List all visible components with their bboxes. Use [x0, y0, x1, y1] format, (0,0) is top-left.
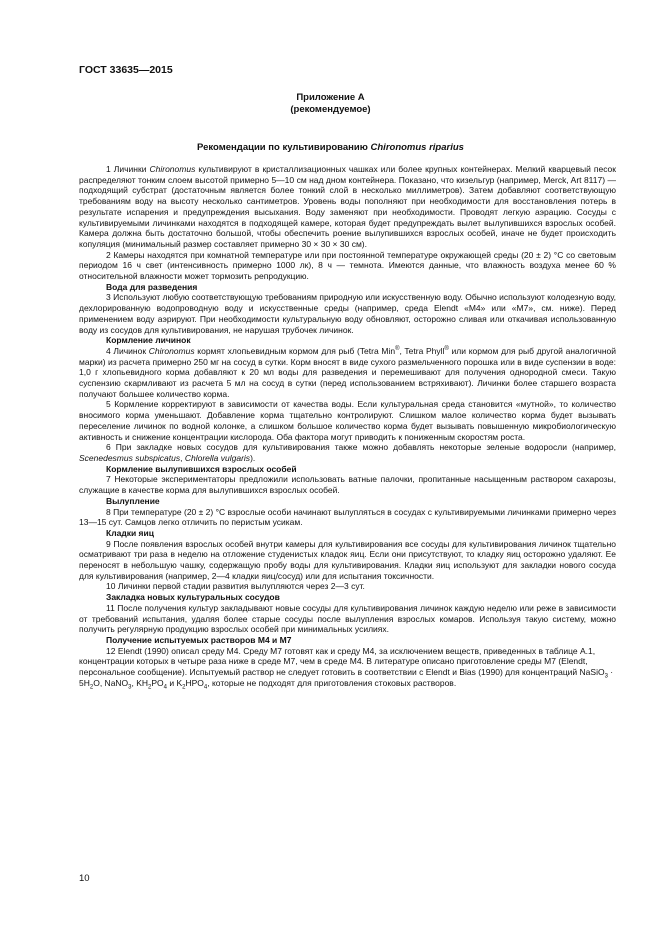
- text-run: и K: [167, 677, 183, 688]
- text-run: ®: [444, 346, 449, 353]
- section-heading: [79, 282, 616, 293]
- text-run: 12 Elendt (1990) описал среду М4. Среду М7 готовят как и среду М4, за исключением веществ, приведенных в таблице А.1, концентрации которых в четыре раза ниже в среде М7, чем в среде М4. В литературе описано приготовление среды М7 (Elendt, персональное сообщение). Испытуемый раствор не следует готовить в соответствии с Elendt и Bias (1990) для концентраций NaSiO: [79, 645, 605, 678]
- text-run: 2: [89, 684, 94, 691]
- text-run: 7 Некоторые экспериментаторы предложили использовать ватные палочки, пропитанные насыщенным раствором сахарозы, служащие в качестве корма для вылупившихся взрослых особей.: [79, 474, 616, 496]
- text-run: 3: [128, 684, 132, 691]
- paragraph: [79, 507, 616, 528]
- section-heading: [79, 496, 616, 507]
- text-run: ,: [180, 452, 185, 463]
- paragraph: [79, 646, 616, 689]
- text-run: 10 Личинки первой стадии развития вылупляются через 2—3 сут.: [106, 581, 365, 592]
- text-run: 3: [604, 673, 608, 680]
- appendix-heading: [0, 92, 661, 116]
- section-heading: [79, 464, 616, 475]
- text-run: 9 После появления взрослых особей внутри камеры для культивирования все сосуды для культивирования личинок тщательно осматривают три раза в неделю на отложение студенистых кладок яиц. Если они присутствуют, то кладку яиц осторожно удаляют. Ее переносят в небольшую чашку, содержащую пробу воды для культивирования. Кладки яиц используют для закладки нового сосуда для культивирования (например, 2—4 кладки яиц/сосуд) или для испытания токсичности.: [79, 538, 616, 581]
- appendix-status: (рекомендуемое): [290, 104, 371, 115]
- standard-code: ГОСТ 33635—2015: [79, 64, 173, 76]
- text-run: или кормом для рыб другой аналогичной марки) из расчета примерно 250 мг на сосуд в сутки. Корм вносят в виде сухого размельченного порошка или в виде суспензии в воде: 1,0 г хлопьевидного корма добавляют к 20 мл воды для разведения и перемешивают для получения однородной смеси. Такую суспензию скармливают из расчета 5 мл на сосуд в сутки (перед использованием встряхивают). Личинки более старшего возраста получают большее количество корма.: [79, 345, 616, 399]
- paragraph: [79, 346, 616, 400]
- document-title: [0, 142, 661, 153]
- text-run: Chlorella vulgaris: [184, 452, 251, 463]
- text-run: Chironomus: [149, 164, 196, 174]
- section-heading: [79, 592, 616, 603]
- text-run: Вода для разведения: [106, 281, 198, 292]
- text-run: 11 После получения культур закладывают новые сосуды для культивирования личинок каждую неделю или реже в зависимости от требований испытания, удаляя более старые сосуды после вылупления взрослых комаров. Используя такую систему, можно получить регулярную продукцию взрослых особей при минимальных усилиях.: [79, 602, 616, 635]
- text-run: 4 Личинок: [106, 345, 149, 356]
- text-run: HPO: [185, 677, 204, 688]
- title-species: Chironomus riparius: [370, 142, 464, 153]
- paragraph: [79, 539, 616, 582]
- text-run: Кормление личинок: [106, 335, 191, 346]
- section-heading: [79, 335, 616, 346]
- text-run: Получение испытуемых растворов М4 и М7: [106, 634, 292, 645]
- text-run: , которые не подходят для приготовления стоковых растворов.: [207, 677, 457, 688]
- paragraph: [79, 442, 616, 463]
- text-run: O, NaNO: [93, 677, 129, 688]
- text-run: Кладки яиц: [106, 527, 154, 538]
- section-heading: [79, 528, 616, 539]
- text-run: 3 Используют любую соответствующую требованиям природную или искусственную воду. Обычно используют колодезную воду, дехлорированную водопроводную воду и искусственные среды (например, среда Elendt «M4» или «M7», см. ниже). Перед применением воду аэрируют. При необходимости культуральную воду обновляют, осторожно сливая или откачивая использованную воду из сосудов для культивирования, не нарушая трубочек личинок.: [79, 292, 616, 335]
- text-run: культивируют в кристаллизационных чашках или более крупных контейнерах. Мелкий кварцевый песок распределяют тонким слоем высотой примерно 5—10 см над дном контейнера. Показано, что кизельгур (например, Merck, Art 8117) — подходящий субстрат (достаточным является более тонкий слой в несколько миллиметров). Затем добавляют соответствующую требованиям воду на высоту несколько сантиметров. Уровень воды пополняют при необходимости для восстановления потерь в результате испарения и предупреждения высыхания. Воду заменяют при необходимости. Проводят легкую аэрацию. Сосуды с культивируемыми личинками находятся в подходящей камере, которая будет предупреждать вылет вылупившихся взрослых особей. Камера должна быть достаточно большой, чтобы обеспечить роение вылупившихся взрослых особей, иначе не будет происходить копуляция (минимальный размер составляет примерно 30 × 30 × 30 см).: [79, 164, 616, 249]
- text-run: ®: [395, 346, 400, 353]
- text-run: Закладка новых культуральных сосудов: [106, 592, 280, 603]
- paragraph: [79, 250, 616, 282]
- text-run: PO: [151, 677, 164, 688]
- paragraph: [79, 603, 616, 635]
- text-run: 2: [182, 684, 186, 691]
- text-run: · 5H: [79, 667, 614, 688]
- paragraph: [79, 292, 616, 335]
- text-run: Кормление вылупившихся взрослых особей: [106, 463, 297, 474]
- text-run: , Tetra Phyll: [399, 345, 445, 356]
- appendix-label: Приложение А: [296, 92, 365, 103]
- text-run: Вылупление: [106, 495, 160, 506]
- text-run: Scenedesmus subspicatus: [79, 452, 181, 463]
- paragraph: [79, 164, 616, 250]
- paragraph: [79, 581, 616, 592]
- paragraph: [79, 399, 616, 442]
- text-run: 1 Личинки: [106, 164, 150, 174]
- text-run: 4: [163, 684, 168, 691]
- text-run: Chironomus: [148, 345, 195, 356]
- text-run: 6 При закладке новых сосудов для культивирования также можно добавлять некоторые зеленые водоросли (например,: [106, 442, 616, 453]
- text-run: , KH: [131, 677, 149, 688]
- page-number: 10: [79, 873, 90, 884]
- text-run: 5 Кормление корректируют в зависимости от качества воды. Если культуральная среда становится «мутной», то количество вносимого корма уменьшают. Добавление корма тщательно контролируют. Слишком малое количество корма будет вызывать переселение личинок по водной колонке, а слишком большое количество корма будет вызывать повышенную микробиологическую активность и снижение концентрации кислорода. Оба фактора могут приводить к пониженным скоростям роста.: [79, 399, 616, 442]
- paragraph: [79, 474, 616, 495]
- section-heading: [79, 635, 616, 646]
- text-run: 2 Камеры находятся при комнатной температуре или при постоянной температуре окружающей среды (20 ± 2) °С со световым периодом 16 ч свет (интенсивность примерно 1000 лк), 8 ч — темнота. Имеются данные, что влажность воздуха менее 60 % относительной влажности может тормозить репродукцию.: [79, 249, 616, 282]
- text-run: 2: [148, 684, 152, 691]
- text-run: 8 При температуре (20 ± 2) °С взрослые особи начинают вылупляться в сосудах с культивируемыми личинками примерно через 13—15 сут. Самцов легко отличить по перистым усикам.: [79, 506, 616, 528]
- text-run: кормят хлопьевидным кормом для рыб (Tetra Min: [194, 345, 396, 356]
- text-run: 4: [203, 684, 208, 691]
- document-body: [79, 164, 616, 691]
- text-run: ).: [250, 452, 256, 463]
- title-text: Рекомендации по культивированию: [197, 142, 371, 153]
